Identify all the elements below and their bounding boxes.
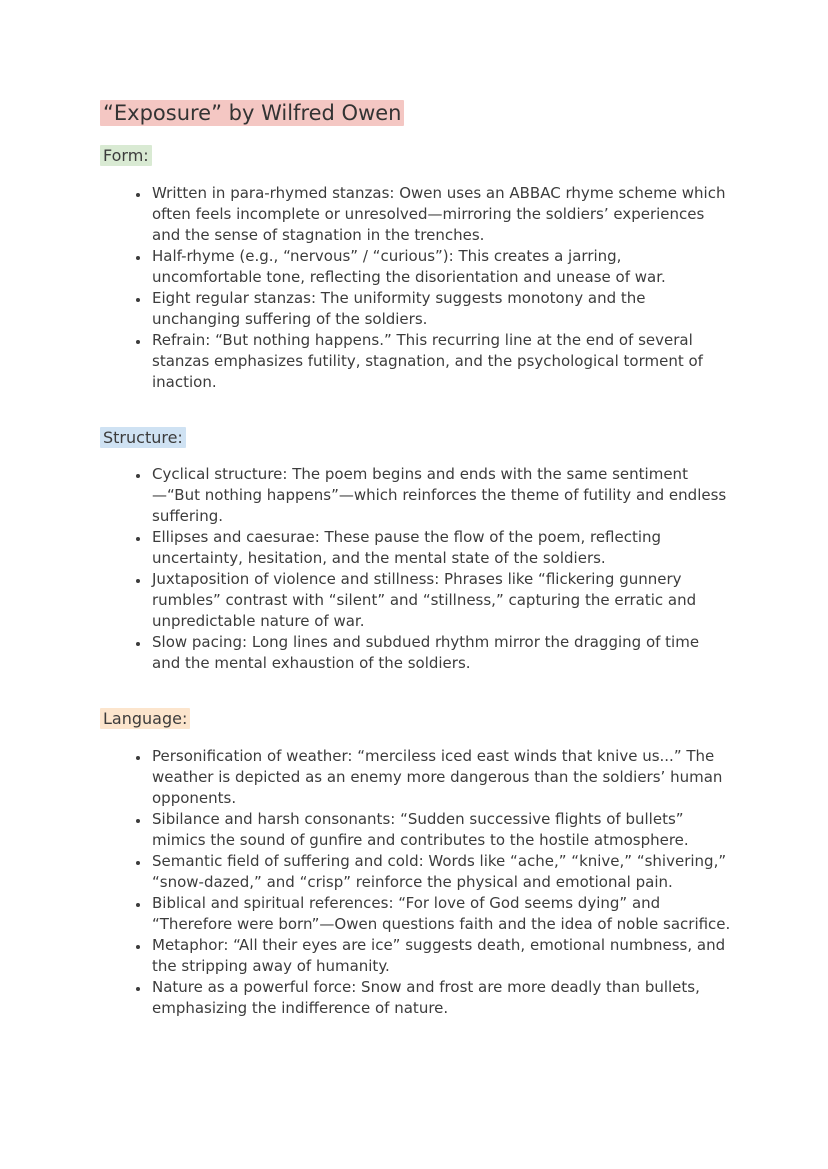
- list-item: • Refrain: “But nothing happens.” This recurring line at the end of several stanzas emphasizes futility, stagnation, and the psychological torment of inaction.: [150, 330, 732, 393]
- list-item: • Sibilance and harsh consonants: “Sudden successive flights of bullets” mimics the sound of gunfire and contributes to the hostile atmosphere.: [150, 809, 732, 851]
- language-bullet-list: [100, 746, 732, 1019]
- list-item: • Written in para-rhymed stanzas: Owen uses an ABBAC rhyme scheme which often feels incomplete or unresolved—mirroring the soldiers’ experiences and the sense of stagnation in the trenches.: [150, 183, 732, 246]
- section-heading-language: [100, 708, 732, 730]
- list-item: • Cyclical structure: The poem begins and ends with the same sentiment—“But nothing happens”—which reinforces the theme of futility and endless suffering.: [150, 464, 732, 527]
- section-structure: [100, 427, 732, 675]
- section-heading-form: [100, 145, 732, 167]
- structure-bullet-list: [100, 464, 732, 674]
- list-item: • Nature as a powerful force: Snow and frost are more deadly than bullets, emphasizing the indifference of nature.: [150, 977, 732, 1019]
- list-item: • Semantic field of suffering and cold: Words like “ache,” “knive,” “shivering,” “snow-dazed,” and “crisp” reinforce the physical and emotional pain.: [150, 851, 732, 893]
- section-language: [100, 708, 732, 1019]
- list-item: • Juxtaposition of violence and stillness: Phrases like “flickering gunnery rumbles” contrast with “silent” and “stillness,” capturing the erratic and unpredictable nature of war.: [150, 569, 732, 632]
- language-heading-highlight: Language:: [100, 708, 190, 729]
- form-heading-highlight: Form:: [100, 145, 152, 166]
- title-highlight: “Exposure” by Wilfred Owen: [100, 100, 404, 126]
- list-item: • Slow pacing: Long lines and subdued rhythm mirror the dragging of time and the mental exhaustion of the soldiers.: [150, 632, 732, 674]
- section-heading-structure: [100, 427, 732, 449]
- list-item: • Half-rhyme (e.g., “nervous” / “curious”): This creates a jarring, uncomfortable tone, reflecting the disorientation and unease of war.: [150, 246, 732, 288]
- list-item: • Eight regular stanzas: The uniformity suggests monotony and the unchanging suffering of the soldiers.: [150, 288, 732, 330]
- list-item: • Ellipses and caesurae: These pause the flow of the poem, reflecting uncertainty, hesitation, and the mental state of the soldiers.: [150, 527, 732, 569]
- list-item: • Biblical and spiritual references: “For love of God seems dying” and “Therefore were born”—Owen questions faith and the idea of noble sacrifice.: [150, 893, 732, 935]
- section-form: [100, 145, 732, 393]
- structure-heading-highlight: Structure:: [100, 427, 186, 448]
- list-item: • Metaphor: “All their eyes are ice” suggests death, emotional numbness, and the stripping away of humanity.: [150, 935, 732, 977]
- document-title: [100, 100, 732, 127]
- list-item: • Personification of weather: “merciless iced east winds that knive us...” The weather is depicted as an enemy more dangerous than the soldiers’ human opponents.: [150, 746, 732, 809]
- form-bullet-list: [100, 183, 732, 393]
